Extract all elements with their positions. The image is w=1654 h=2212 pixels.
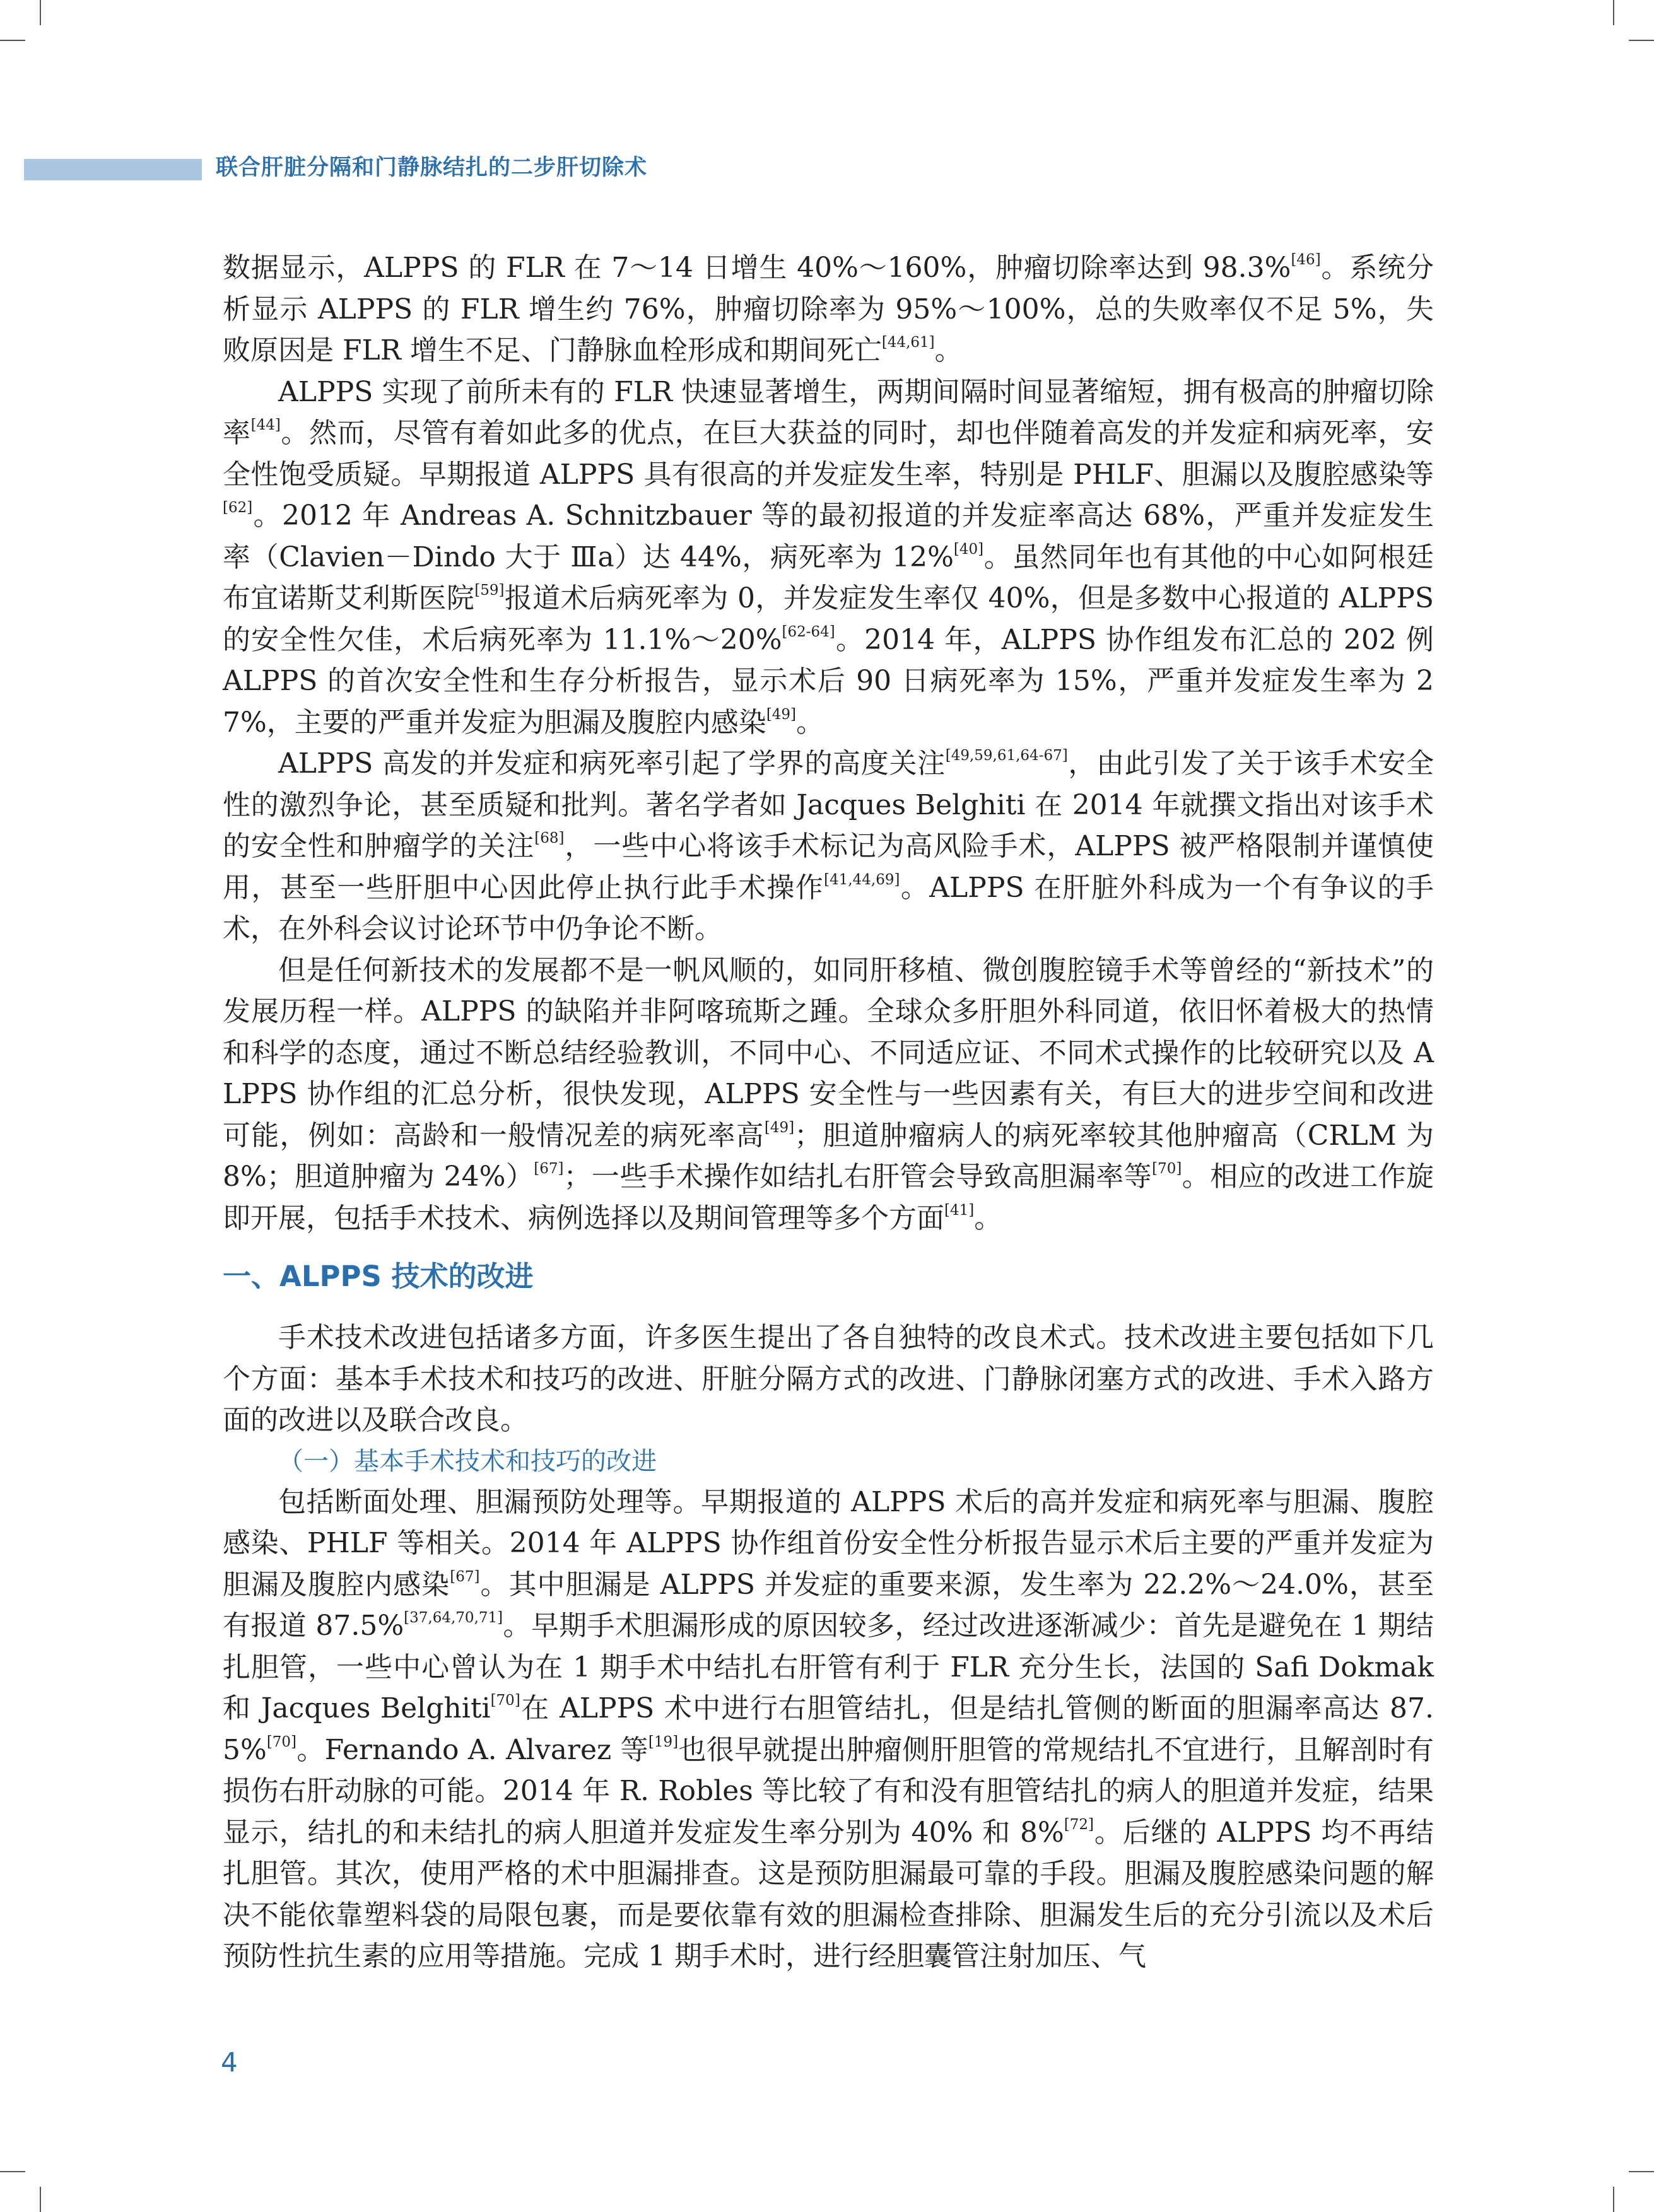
crop-mark	[1629, 2171, 1654, 2172]
crop-mark	[0, 40, 25, 41]
crop-mark	[1613, 2187, 1614, 2212]
crop-mark	[0, 2171, 25, 2172]
page-number: 4	[221, 2047, 238, 2078]
paragraph: ALPPS 高发的并发症和病死率引起了学界的高度关注[49,59,61,64-67]，由此引发了关于该手术安全性的激烈争论，甚至质疑和批判。著名学者如 Jacques Belghiti 在 2014 年就撰文指出对该手术的安全性和肿瘤学的关注[68]，一些中心将该手术标记为高风险手术，ALPPS 被严格限制并谨慎使用，甚至一些肝胆中心因此停止执行此手术操作[41,44,69]。ALPPS 在肝脏外科成为一个有争议的手术，在外科会议讨论环节中仍争论不断。	[223, 747, 1434, 945]
main-text	[223, 247, 1434, 1977]
crop-mark	[1629, 40, 1654, 41]
section-heading: 一、ALPPS 技术的改进	[223, 1260, 534, 1293]
paragraph: 手术技术改进包括诸多方面，许多医生提出了各自独特的改良术式。技术改进主要包括如下几个方面：基本手术技术和技巧的改进、肝脏分隔方式的改进、门静脉闭塞方式的改进、手术入路方面的改进以及联合改良。	[223, 1321, 1434, 1436]
header-accent-bar	[24, 159, 202, 180]
crop-mark	[40, 2187, 41, 2212]
paragraph: ALPPS 实现了前所未有的 FLR 快速显著增生，两期间隔时间显著缩短，拥有极高的肿瘤切除率[44]。然而，尽管有着如此多的优点，在巨大获益的同时，却也伴随着高发的并发症和病死率，安全性饱受质疑。早期报道 ALPPS 具有很高的并发症发生率，特别是 PHLF、胆漏以及腹腔感染等[62]。2012 年 Andreas A. Schnitzbauer 等的最初报道的并发症率高达 68%，严重并发症发生率（Clavien－Dindo 大于 Ⅲa）达 44%，病死率为 12%[40]。虽然同年也有其他的中心如阿根廷布宜诺斯艾利斯医院[59]报道术后病死率为 0，并发症发生率仅 40%，但是多数中心报道的 ALPPS 的安全性欠佳，术后病死率为 11.1%～20%[62-64]。2014 年，ALPPS 协作组发布汇总的 202 例 ALPPS 的首次安全性和生存分析报告，显示术后 90 日病死率为 15%，严重并发症发生率为 27%，主要的严重并发症为胆漏及腹腔内感染[49]。	[223, 375, 1434, 739]
crop-mark	[40, 0, 41, 25]
subsection-heading: （一）基本手术技术和技巧的改进	[278, 1446, 657, 1476]
crop-mark	[1613, 0, 1614, 25]
paragraph: 数据显示，ALPPS 的 FLR 在 7～14 日增生 40%～160%，肿瘤切除率达到 98.3%[46]。系统分析显示 ALPPS 的 FLR 增生约 76%，肿瘤切除率为 95%～100%，总的失败率仅不足 5%，失败原因是 FLR 增生不足、门静脉血栓形成和期间死亡[44,61]。	[223, 252, 1434, 366]
paragraph: 包括断面处理、胆漏预防处理等。早期报道的 ALPPS 术后的高并发症和病死率与胆漏、腹腔感染、PHLF 等相关。2014 年 ALPPS 协作组首份安全性分析报告显示术后主要的严重并发症为胆漏及腹腔内感染[67]。其中胆漏是 ALPPS 并发症的重要来源，发生率为 22.2%～24.0%，甚至有报道 87.5%[37,64,70,71]。早期手术胆漏形成的原因较多，经过改进逐渐减少：首先是避免在 1 期结扎胆管，一些中心曾认为在 1 期手术中结扎右肝管有利于 FLR 充分生长，法国的 Safi Dokmak 和 Jacques Belghiti[70]在 ALPPS 术中进行右胆管结扎，但是结扎管侧的断面的胆漏率高达 87.5%[70]。Fernando A. Alvarez 等[19]也很早就提出肿瘤侧肝胆管的常规结扎不宜进行，且解剖时有损伤右肝动脉的可能。2014 年 R. Robles 等比较了有和没有胆管结扎的病人的胆道并发症，结果显示，结扎的和未结扎的病人胆道并发症发生率分别为 40% 和 8%[72]。后继的 ALPPS 均不再结扎胆管。其次，使用严格的术中胆漏排查。这是预防胆漏最可靠的手段。胆漏及腹腔感染问题的解决不能依靠塑料袋的局限包裹，而是要依靠有效的胆漏检查排除、胆漏发生后的充分引流以及术后预防性抗生素的应用等措施。完成 1 期手术时，进行经胆囊管注射加压、气	[223, 1485, 1434, 1972]
paragraph: 但是任何新技术的发展都不是一帆风顺的，如同肝移植、微创腹腔镜手术等曾经的“新技术”的发展历程一样。ALPPS 的缺陷并非阿喀琉斯之踵。全球众多肝胆外科同道，依旧怀着极大的热情和科学的态度，通过不断总结经验教训，不同中心、不同适应证、不同术式操作的比较研究以及 ALPPS 协作组的汇总分析，很快发现，ALPPS 安全性与一些因素有关，有巨大的进步空间和改进可能，例如：高龄和一般情况差的病死率高[49]；胆道肿瘤病人的病死率较其他肿瘤高（CRLM 为 8%；胆道肿瘤为 24%）[67]；一些手术操作如结扎右肝管会导致高胆漏率等[70]。相应的改进工作旋即开展，包括手术技术、病例选择以及期间管理等多个方面[41]。	[223, 954, 1434, 1234]
running-header: 联合肝脏分隔和门静脉结扎的二步肝切除术	[216, 155, 648, 180]
